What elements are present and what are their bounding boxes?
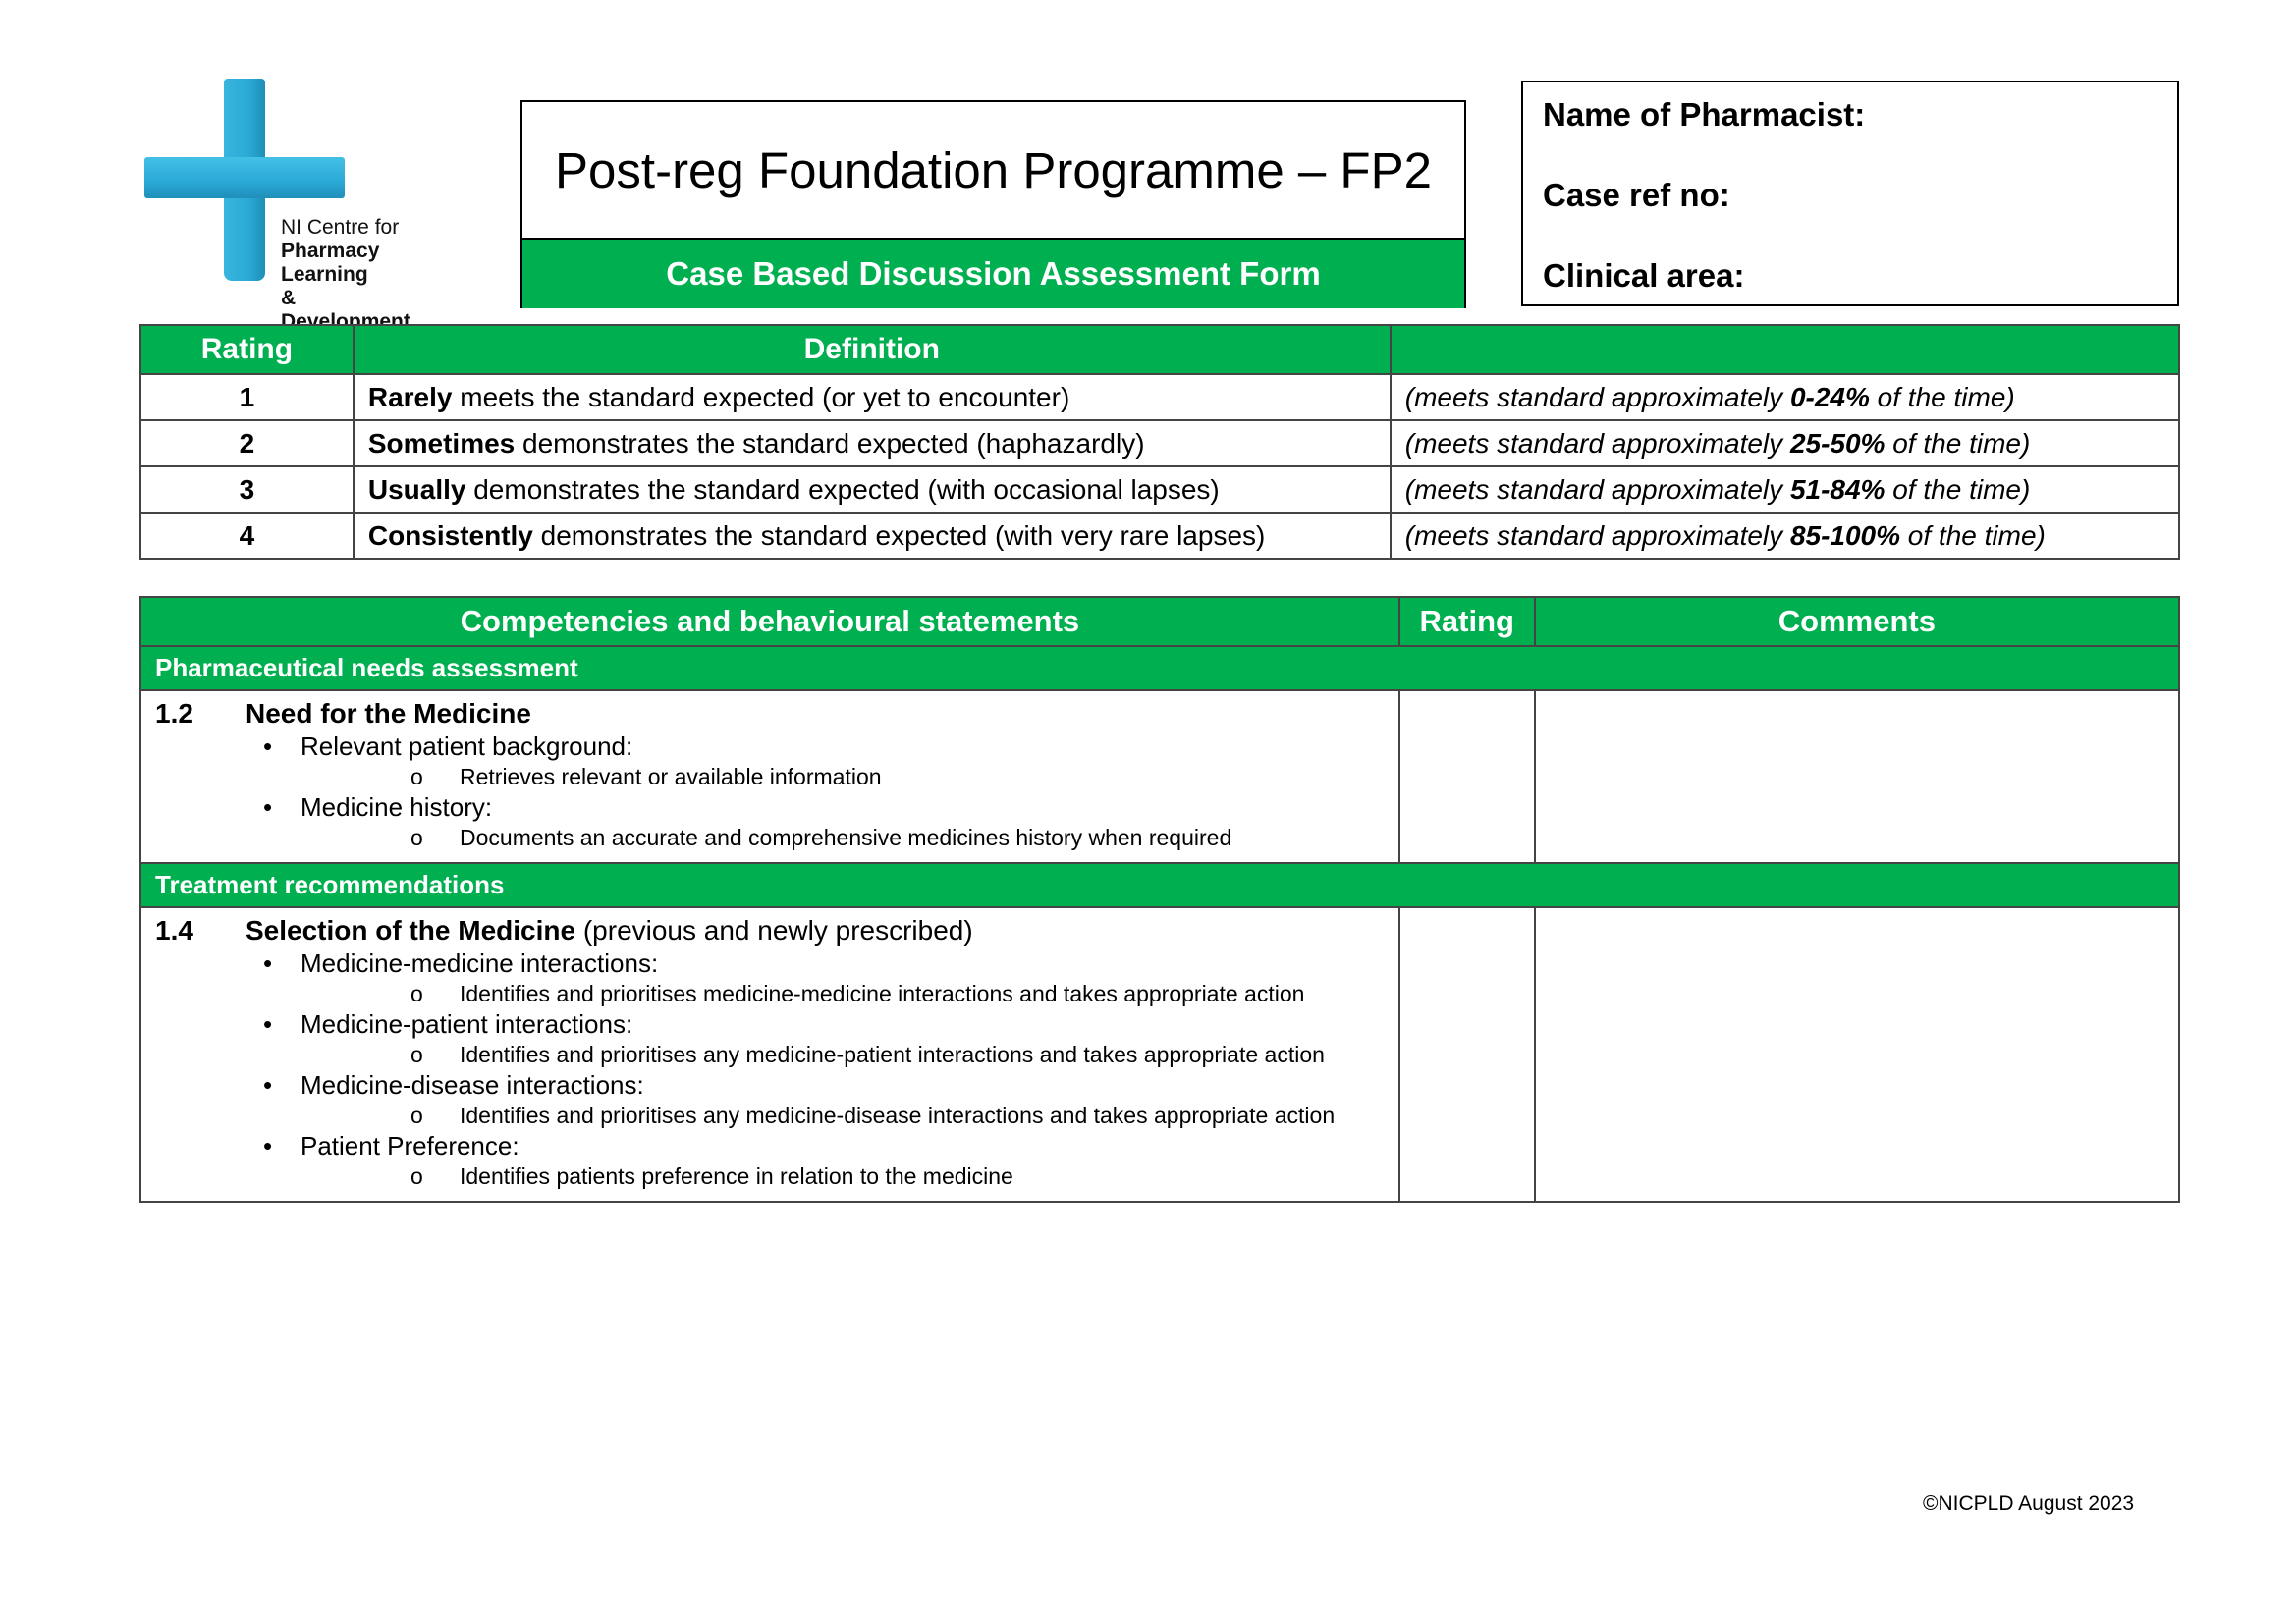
- competency-table: [139, 596, 2180, 1203]
- percentage-prefix: (meets standard approximately: [1404, 519, 1790, 551]
- competency-heading: [155, 914, 1385, 947]
- percentage-prefix: (meets standard approximately: [1404, 473, 1790, 505]
- rating-definition-table: [139, 324, 2180, 560]
- sub-bullet-item: o Documents an accurate and comprehensive medicines history when required: [155, 823, 1385, 852]
- comments-header: Comments: [1535, 597, 2179, 646]
- percentage-suffix: of the time): [1900, 519, 2046, 551]
- rating-input-cell[interactable]: [1399, 690, 1535, 863]
- sub-bullet-item: o Identifies and prioritises any medicine-disease interactions and takes appropriate action: [155, 1101, 1385, 1130]
- rating-keyword: Usually: [367, 473, 466, 505]
- sub-bullet-item: o Identifies and prioritises medicine-medicine interactions and takes appropriate action: [155, 979, 1385, 1008]
- percentage-range: 51-84%: [1789, 473, 1886, 505]
- logo-line-1: NI Centre for: [281, 216, 400, 239]
- rating-definition: [354, 466, 1391, 513]
- competency-title-wrap: [246, 697, 531, 730]
- rating-percentage: [1391, 513, 2179, 559]
- rating-definition: [354, 374, 1391, 420]
- rating-percentage: [1391, 466, 2179, 513]
- sub-bullet-item: o Identifies and prioritises any medicine-patient interactions and takes appropriate action: [155, 1040, 1385, 1069]
- rating-row: [140, 374, 2179, 420]
- section-title: Pharmaceutical needs assessment: [140, 646, 2179, 690]
- logo-line-2: Pharmacy Learning: [281, 240, 380, 286]
- form-subtitle: Case Based Discussion Assessment Form: [522, 240, 1464, 308]
- competency-row: [140, 690, 2179, 863]
- rating-number: 2: [140, 420, 354, 466]
- rating-definition: [354, 513, 1391, 559]
- percentage-prefix: (meets standard approximately: [1404, 381, 1790, 412]
- rating-definition: [354, 420, 1391, 466]
- bullet-item: • Medicine-disease interactions:: [155, 1069, 1385, 1101]
- competency-title-extra: (previous and newly prescribed): [575, 915, 973, 946]
- rating-number: 3: [140, 466, 354, 513]
- rating-number: 1: [140, 374, 354, 420]
- statements-header: Competencies and behavioural statements: [140, 597, 1399, 646]
- rating-keyword: Sometimes: [367, 427, 516, 459]
- case-ref-label[interactable]: Case ref no:: [1543, 177, 1730, 213]
- competency-row: [140, 907, 2179, 1202]
- definition-header: Definition: [354, 325, 1391, 374]
- rating-description: demonstrates the standard expected (haphazardly): [515, 427, 1145, 459]
- competency-title-wrap: [246, 914, 973, 947]
- rating-description: meets the standard expected (or yet to encounter): [452, 381, 1070, 412]
- rating-header: Rating: [140, 325, 354, 374]
- percentage-suffix: of the time): [1869, 381, 2015, 412]
- percentage-range: 0-24%: [1789, 381, 1870, 412]
- rating-description: demonstrates the standard expected (with very rare lapses): [532, 519, 1266, 551]
- percentage-suffix: of the time): [1885, 473, 2031, 505]
- bullet-item: • Medicine-medicine interactions:: [155, 947, 1385, 979]
- rating-row: [140, 513, 2179, 559]
- title-box: [520, 100, 1466, 308]
- rating-input-cell[interactable]: [1399, 907, 1535, 1202]
- percentage-header: [1391, 325, 2179, 374]
- bullet-item: • Medicine-patient interactions:: [155, 1008, 1385, 1040]
- clinical-area-label[interactable]: Clinical area:: [1543, 257, 1745, 294]
- competency-code: 1.2: [155, 698, 193, 729]
- comments-input-cell[interactable]: [1535, 690, 2179, 863]
- rating-keyword: Consistently: [367, 519, 533, 551]
- section-row: [140, 646, 2179, 690]
- competency-title: Need for the Medicine: [246, 698, 531, 729]
- rating-number: 4: [140, 513, 354, 559]
- rating-percentage: [1391, 420, 2179, 466]
- name-of-pharmacist-label[interactable]: Name of Pharmacist:: [1543, 96, 1866, 133]
- percentage-suffix: of the time): [1885, 427, 2031, 459]
- competency-heading: [155, 697, 1385, 730]
- logo-line-3: & Development: [281, 287, 410, 333]
- section-title: Treatment recommendations: [140, 863, 2179, 907]
- section-row: [140, 863, 2179, 907]
- rating-row: [140, 420, 2179, 466]
- competency-statement: [140, 690, 1399, 863]
- percentage-range: 85-100%: [1789, 519, 1901, 551]
- rating-row: [140, 466, 2179, 513]
- copyright-footer: ©NICPLD August 2023: [1923, 1492, 2135, 1515]
- bullet-item: • Patient Preference:: [155, 1130, 1385, 1162]
- rating-percentage: [1391, 374, 2179, 420]
- percentage-range: 25-50%: [1789, 427, 1886, 459]
- bullet-item: • Medicine history:: [155, 791, 1385, 823]
- logo-text: [281, 216, 410, 334]
- sub-bullet-item: o Retrieves relevant or available information: [155, 762, 1385, 791]
- page-title: Post-reg Foundation Programme – FP2: [522, 102, 1464, 240]
- competency-statement: [140, 907, 1399, 1202]
- comments-input-cell[interactable]: [1535, 907, 2179, 1202]
- logo-cross-bar: [144, 157, 345, 198]
- competency-code: 1.4: [155, 915, 193, 946]
- sub-bullet-item: o Identifies patients preference in relation to the medicine: [155, 1162, 1385, 1191]
- competency-title: Selection of the Medicine: [246, 915, 576, 946]
- rating-keyword: Rarely: [367, 381, 453, 412]
- rating-description: demonstrates the standard expected (with occasional lapses): [465, 473, 1220, 505]
- bullet-item: • Relevant patient background:: [155, 730, 1385, 762]
- pharmacist-info-box: [1521, 81, 2179, 306]
- percentage-prefix: (meets standard approximately: [1404, 427, 1790, 459]
- rating-column-header: Rating: [1399, 597, 1535, 646]
